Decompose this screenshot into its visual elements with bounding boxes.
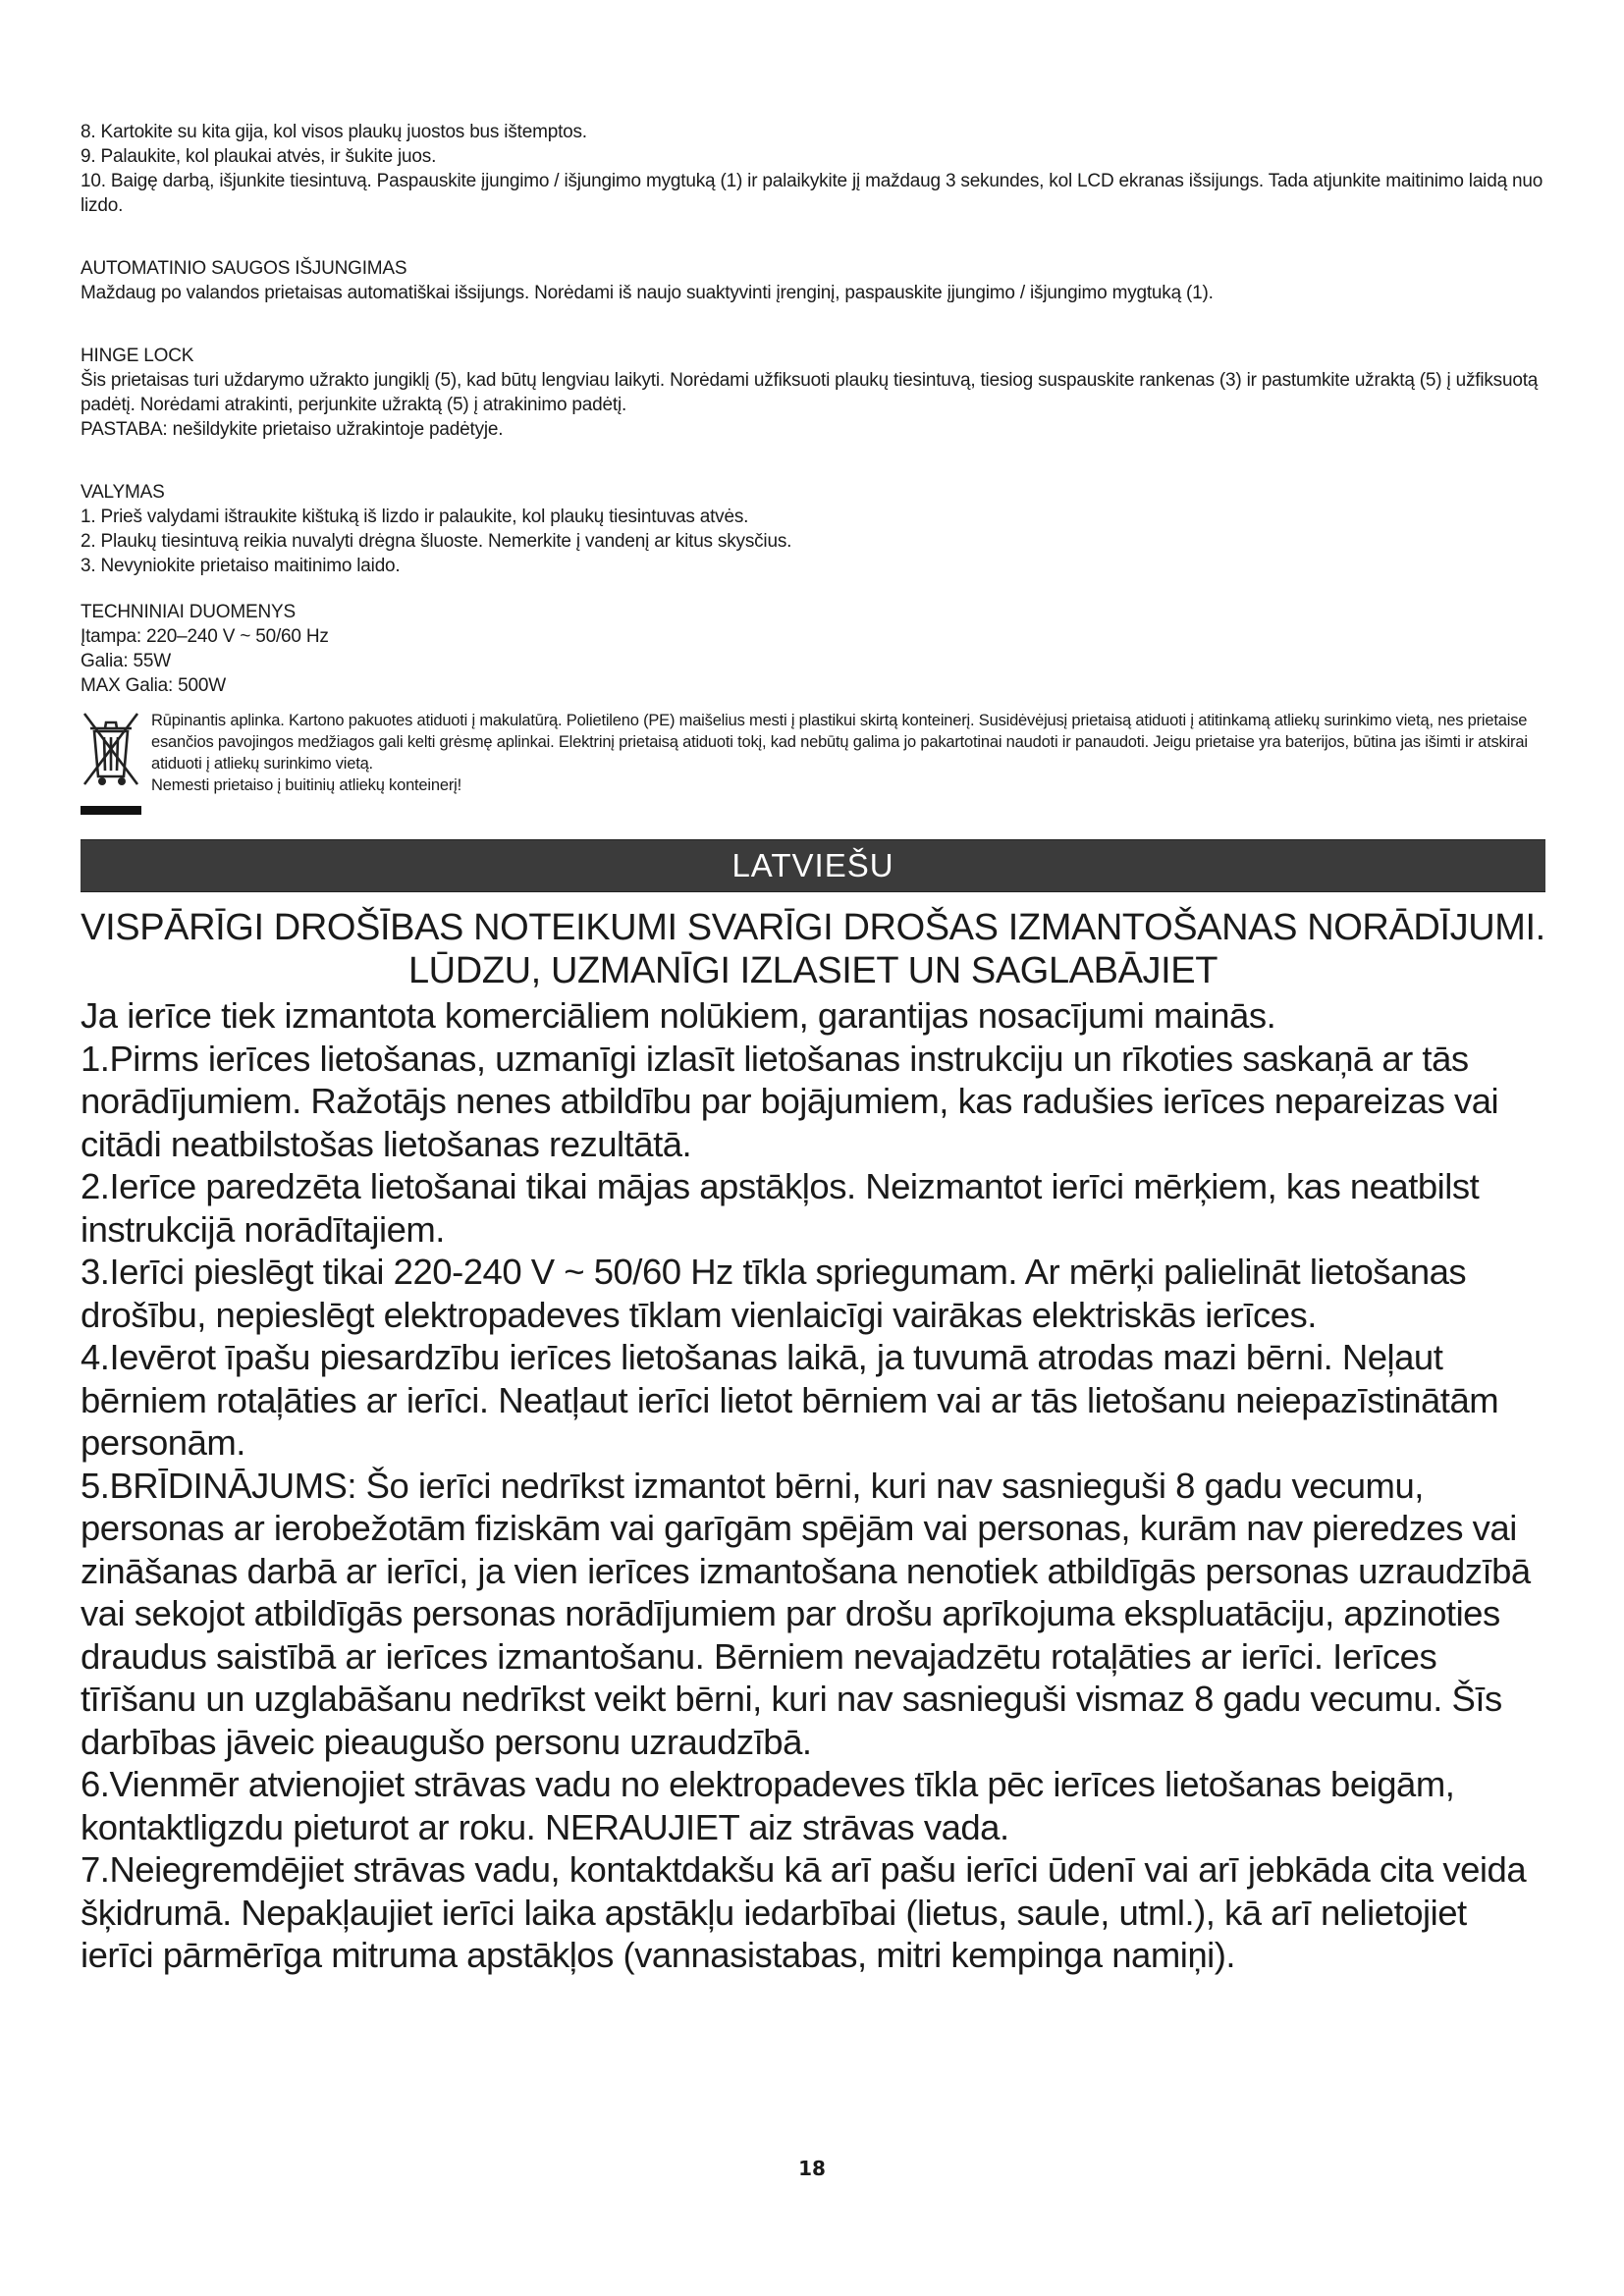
environment-warning: Nemesti prietaiso į buitinių atliekų konteinerį! [151,776,461,794]
section-text: Maždaug po valandos prietaisas automatiškai išsijungs. Norėdami iš naujo suaktyvinti įrenginį, paspauskite įjungimo / išjungimo mygtuką (1). [81,283,1214,303]
safety-heading-line: LŪDZU, UZMANĪGI IZLASIET UN SAGLABĀJIET [407,950,1218,991]
section-title: VALYMAS [81,482,165,503]
language-header-bar: LATVIEŠU [81,839,1545,892]
lt-auto-off-section [81,256,1545,305]
rule-paragraph: 2.Ierīce paredzēta lietošanai tikai mājas apstākļos. Neizmantot ierīci mērķiem, kas neatbilst instrukcijā norādītajiem. [81,1166,1480,1250]
environment-text-block [151,710,1545,796]
lt-step: 8. Kartokite su kita gija, kol visos plaukų juostos bus ištemptos. [81,122,587,142]
section-title: AUTOMATINIO SAUGOS IŠJUNGIMAS [81,258,407,279]
manual-page [81,120,1545,1977]
page-number: 18 [798,2157,826,2180]
section-title: TECHNINIAI DUOMENYS [81,602,296,622]
spec-item: Galia: 55W [81,651,171,671]
list-item: 3. Nevyniokite prietaiso maitinimo laido. [81,556,401,576]
lt-step: 10. Baigę darbą, išjunkite tiesintuvą. Paspauskite įjungimo / išjungimo mygtuką (1) ir palaikykite jį maždaug 3 sekundes, kol LCD ekranas išsijungs. Tada atjunkite maitinimo laidą nuo lizdo. [81,171,1543,216]
rule-paragraph: 3.Ierīci pieslēgt tikai 220-240 V ~ 50/60 Hz tīkla spriegumam. Ar mērķi palielināt lietošanas drošību, nepieslēgt elektropadeves tīklam vienlaicīgi vairākas elektriskās ierīces. [81,1252,1467,1335]
rule-paragraph: 7.Neiegremdējiet strāvas vadu, kontaktdakšu kā arī pašu ierīci ūdenī vai arī jebkāda cita veida šķidrumā. Nepakļaujiet ierīci laika apstākļu iedarbībai (lietus, saule, utml.), kā arī nelietojiet ierīci pārmērīga mitruma apstākļos (vannasistabas, mitri kempinga namiņi). [81,1849,1527,1975]
rule-paragraph: 6.Vienmēr atvienojiet strāvas vadu no elektropadeves tīkla pēc ierīces lietošanas beigām, kontaktligzdu pieturot ar roku. NERAUJIET aiz strāvas vada. [81,1764,1455,1847]
lt-steps [81,120,1545,218]
spec-item: MAX Galia: 500W [81,675,226,696]
lt-step: 9. Palaukite, kol plaukai atvės, ir šukite juos. [81,146,437,167]
list-item: 1. Prieš valydami ištraukite kištuką iš lizdo ir palaukite, kol plaukų tiesintuvas atvės. [81,507,749,527]
safety-heading [81,906,1545,992]
environment-notice [81,710,1545,825]
environment-text: Rūpinantis aplinka. Kartono pakuotes atiduoti į makulatūrą. Polietileno (PE) maišelius mesti į plastikui skirtą konteinerį. Susidėvėjusį prietaisą atiduoti į atitinkamą atliekų surinkimo vietą, nes prietaise esančios pavojingos medžiagos gali kelti grėsmę aplinkai. Elektrinį prietaisą atiduoti tokį, kad nebūtų galima jo pakartotinai naudoti ir panaudoti. Jeigu prietaise yra baterijos, būtina jas išimti ir atskirai atiduoti į atliekų surinkimo vietą. [151,712,1528,773]
list-item: 2. Plaukų tiesintuvą reikia nuvalyti drėgna šluoste. Nemerkite į vandenį ar kitus skysčius. [81,531,792,552]
rule-paragraph: 1.Pirms ierīces lietošanas, uzmanīgi izlasīt lietošanas instrukciju un rīkoties saskaņā ar tās norādījumiem. Ražotājs nenes atbildību par bojājumiem, kas radušies ierīces nepareizas vai citādi neatbilstošas lietošanas rezultātā. [81,1038,1499,1164]
rule-paragraph: 5.BRĪDINĀJUMS: Šo ierīci nedrīkst izmantot bērni, kuri nav sasnieguši 8 gadu vecumu, personas ar ierobežotām fiziskām vai garīgām spējām vai personas, kurām nav pieredzes vai zināšanas darbā ar ierīci, ja vien ierīces izmantošana nenotiek atbildīgās personas uzraudzībā vai sekojot atbildīgās personas norādījumiem par drošu aprīkojuma ekspluatāciju, apzinoties draudus saistībā ar ierīces izmantošanu. Bērniem nevajadzētu rotaļāties ar ierīci. Ierīces tīrīšanu un uzglabāšanu nedrīkst veikt bērni, kuri nav sasnieguši vismaz 8 gadu vecumu. Šīs darbības jāveic pieaugušo personu uzraudzībā. [81,1465,1531,1762]
section-note: PASTABA: nešildykite prietaiso užrakintoje padėtyje. [81,419,504,440]
lt-cleaning-section [81,480,1545,578]
lt-hinge-lock-section [81,344,1545,442]
lt-specs-section [81,600,1545,698]
rule-paragraph: 4.Ievērot īpašu piesardzību ierīces lietošanas laikā, ja tuvumā atrodas mazi bērni. Neļaut bērniem rotaļāties ar ierīci. Neatļaut ierīci lietot bērniem vai ar tās lietošanu neiepazīstinātām personām. [81,1337,1499,1463]
section-text: Šis prietaisas turi uždarymo užrakto jungiklį (5), kad būtų lengviau laikyti. Norėdami užfiksuoti plaukų tiesintuvą, tiesiog suspauskite rankenas (3) ir pastumkite užraktą (5) į užfiksuotą padėtį. Norėdami atrakinti, perjunkite užraktą (5) į atrakinimo padėtį. [81,370,1539,415]
section-title: HINGE LOCK [81,346,194,366]
spec-item: Įtampa: 220–240 V ~ 50/60 Hz [81,626,329,647]
lv-safety-rules [81,994,1545,1977]
crossed-bin-icon [81,710,141,825]
safety-heading-line: VISPĀRĪGI DROŠĪBAS NOTEIKUMI SVARĪGI DROŠAS IZMANTOŠANAS NORĀDĪJUMI. [81,907,1545,948]
rule-paragraph: Ja ierīce tiek izmantota komerciāliem nolūkiem, garantijas nosacījumi mainās. [81,995,1276,1036]
